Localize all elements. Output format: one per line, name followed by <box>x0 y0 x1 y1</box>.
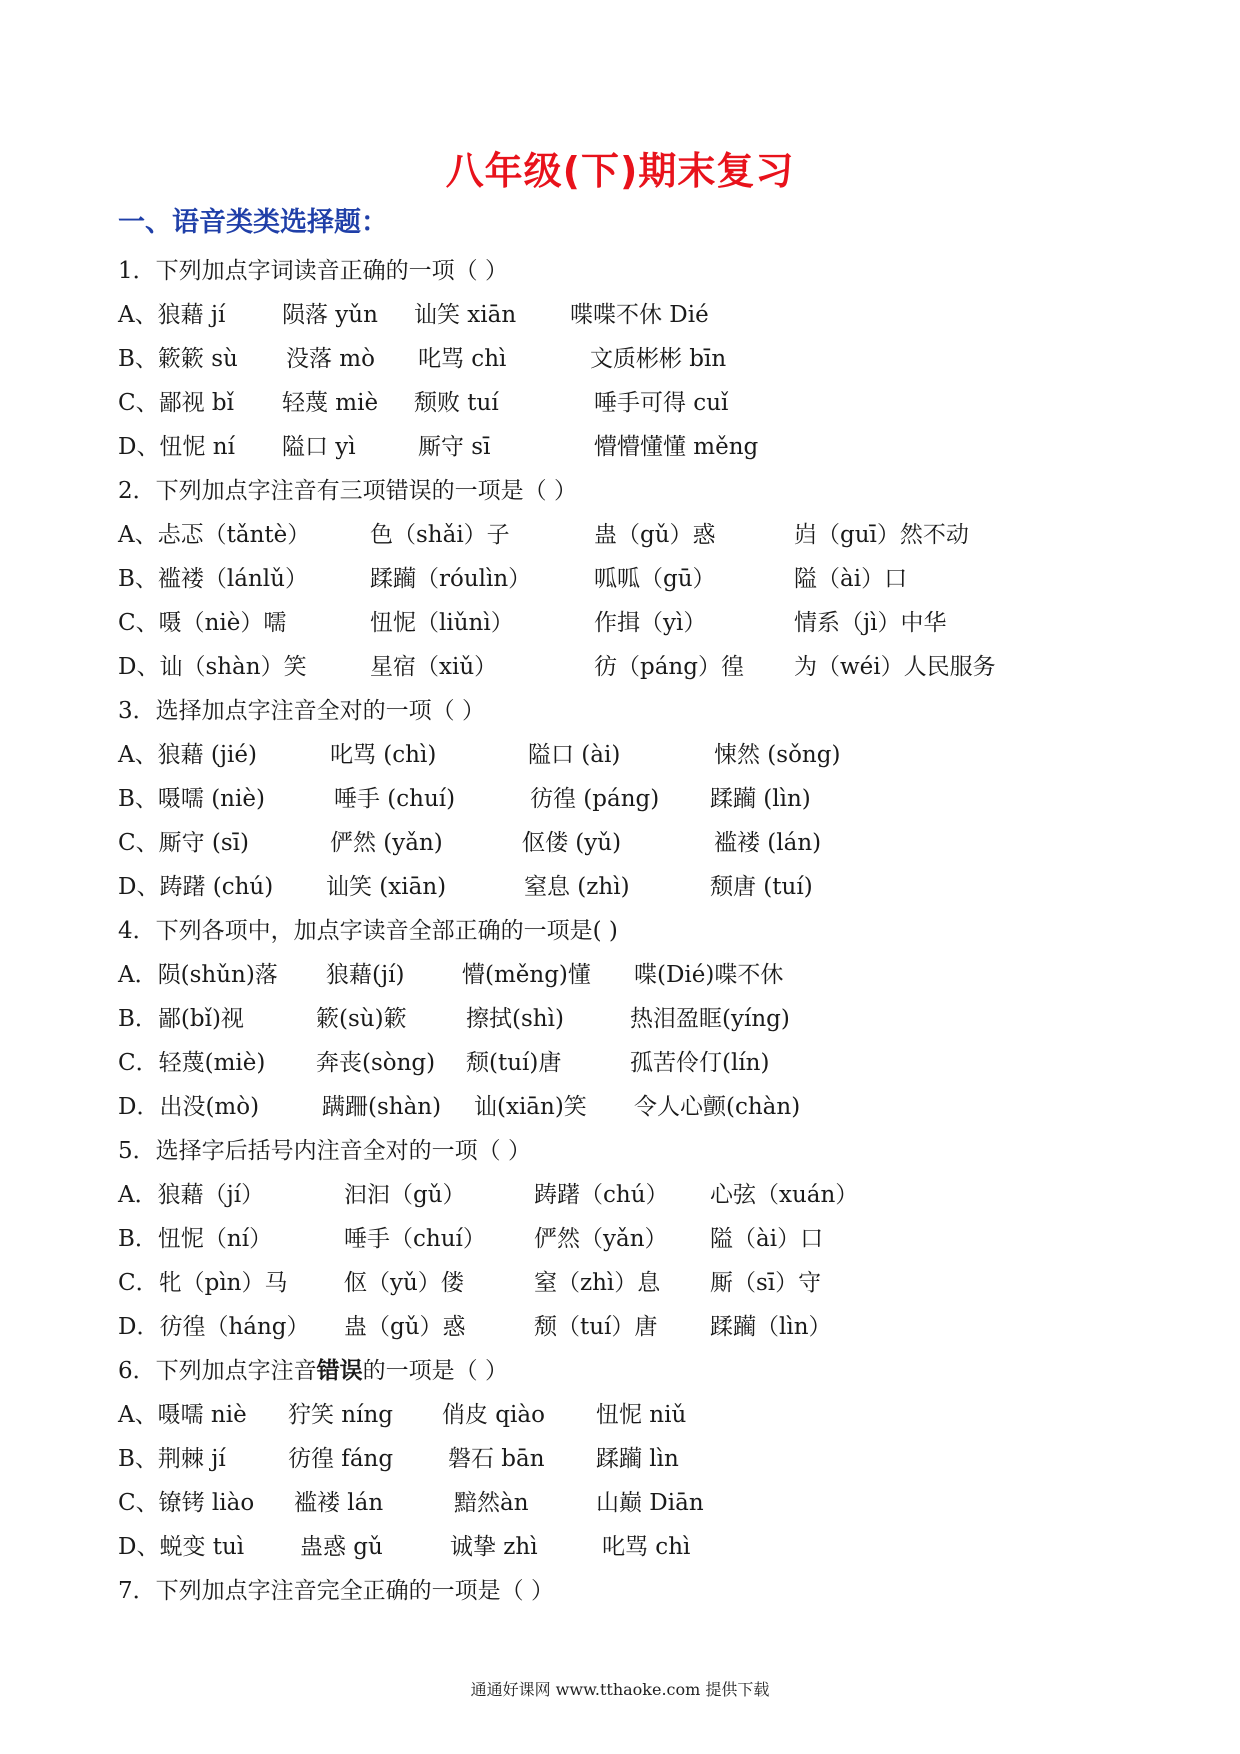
question-2-stem: 2．下列加点字注音有三项错误的一项是（ ） <box>118 478 577 504</box>
option-cell: 伛（yǔ）偻 <box>344 1270 464 1296</box>
question-1-stem: 1．下列加点字词读音正确的一项（ ） <box>118 258 508 284</box>
question-6-stem-pre: 6．下列加点字注音 <box>118 1358 317 1384</box>
option-cell: C、厮守 (sī) <box>118 830 250 856</box>
option-cell: 懵(měng)懂 <box>462 962 591 988</box>
option-cell: 作揖（yì） <box>594 610 707 636</box>
option-cell: A、狼藉 (jié) <box>118 742 257 768</box>
option-cell: B、褴褛（lánlǔ） <box>118 566 308 592</box>
option-cell: 磐石 bān <box>448 1446 545 1472</box>
option-cell: 山巅 Diān <box>596 1490 704 1516</box>
option-cell: 蛊（gǔ）惑 <box>344 1314 466 1340</box>
option-cell: D、蜕变 tuì <box>118 1534 245 1560</box>
option-cell: 叱骂 chì <box>418 346 507 372</box>
option-cell: 喋喋不休 Dié <box>570 302 709 328</box>
option-cell: 讪笑 (xiān) <box>326 874 447 900</box>
option-cell: D、讪（shàn）笑 <box>118 654 307 680</box>
option-cell: 唾手 (chuí) <box>334 786 456 812</box>
page-footer: 通通好课网 www.tthaoke.com 提供下载 <box>470 1680 770 1699</box>
option-cell: D、忸怩 ní <box>118 434 235 460</box>
option-cell: C．牝（pìn）马 <box>118 1270 288 1296</box>
option-cell: 彷（páng）徨 <box>594 654 744 680</box>
option-cell: 蹂躏（lìn） <box>710 1314 832 1340</box>
option-cell: 黯然àn <box>454 1490 529 1516</box>
option-cell: A、嗫嚅 niè <box>118 1402 247 1428</box>
option-cell: 唾手可得 cuǐ <box>594 390 729 416</box>
option-cell: B、嗫嚅 (niè) <box>118 786 265 812</box>
option-cell: 悚然 (sǒng) <box>714 742 841 768</box>
option-cell: 褴褛 lán <box>294 1490 384 1516</box>
option-cell: 星宿（xiǔ） <box>370 654 498 680</box>
option-cell: 蛊（gǔ）惑 <box>594 522 716 548</box>
option-cell: 唾手（chuí） <box>344 1226 486 1252</box>
option-cell: 蹂躏（róulìn） <box>370 566 532 592</box>
option-cell: 颓(tuí)唐 <box>466 1050 562 1076</box>
option-cell: 叱骂 (chì) <box>330 742 437 768</box>
option-cell: 孤苦伶仃(lín) <box>630 1050 770 1076</box>
question-6-stem-post: 的一项是（ ） <box>362 1358 508 1384</box>
option-cell: C、嗫（niè）嚅 <box>118 610 287 636</box>
option-cell: 俏皮 qiào <box>442 1402 545 1428</box>
option-cell: 隘（ài）口 <box>710 1226 824 1252</box>
option-cell: 懵懵懂懂 měng <box>594 434 759 460</box>
option-cell: 踌躇（chú） <box>534 1182 669 1208</box>
option-cell: 呱呱（gū） <box>594 566 716 592</box>
option-cell: 俨然（yǎn） <box>534 1226 668 1252</box>
option-cell: 文质彬彬 bīn <box>590 346 727 372</box>
option-cell: 窒息 (zhì) <box>524 874 630 900</box>
option-cell: 诚挚 zhì <box>450 1534 538 1560</box>
option-cell: D、踌躇 (chú) <box>118 874 274 900</box>
option-cell: C、镣铐 liào <box>118 1490 255 1516</box>
option-cell: 颓（tuí）唐 <box>534 1314 658 1340</box>
option-cell: A．陨(shǔn)落 <box>118 962 278 988</box>
option-cell: B．忸怩（ní） <box>118 1226 273 1252</box>
option-cell: 汩汩（gǔ） <box>344 1182 466 1208</box>
option-cell: 情系（jì）中华 <box>794 610 947 636</box>
option-cell: C、鄙视 bǐ <box>118 390 234 416</box>
option-cell: 蹂躏 (lìn) <box>710 786 811 812</box>
question-3-stem: 3．选择加点字注音全对的一项（ ） <box>118 698 485 724</box>
option-cell: 褴褛 (lán) <box>714 830 822 856</box>
option-cell: D．出没(mò) <box>118 1094 260 1120</box>
option-cell: 忸怩（liǔnì） <box>370 610 514 636</box>
option-cell: 为（wéi）人民服务 <box>794 654 996 680</box>
option-cell: 彷徨 fáng <box>288 1446 394 1472</box>
option-cell: D．彷徨（háng） <box>118 1314 310 1340</box>
option-cell: 没落 mò <box>286 346 375 372</box>
option-cell: 狼藉(jí) <box>326 962 405 988</box>
option-cell: 簌(sù)簌 <box>316 1006 407 1032</box>
question-4-stem: 4．下列各项中，加点字读音全部正确的一项是( ) <box>118 918 618 944</box>
option-cell: 喋(Dié)喋不休 <box>634 962 784 988</box>
question-5-stem: 5．选择字后括号内注音全对的一项（ ） <box>118 1138 531 1164</box>
option-cell: 蹂躏 lìn <box>596 1446 679 1472</box>
option-cell: 擦拭(shì) <box>466 1006 564 1032</box>
option-cell: 奔丧(sòng) <box>316 1050 436 1076</box>
option-cell: 蹒跚(shàn) <box>322 1094 442 1120</box>
page-title: 八年级(下)期末复习 <box>445 149 795 193</box>
option-cell: 令人心颤(chàn) <box>634 1094 801 1120</box>
option-cell: 蛊惑 gǔ <box>300 1534 383 1560</box>
option-cell: 隘（ài）口 <box>794 566 908 592</box>
option-cell: 热泪盈眶(yíng) <box>630 1006 790 1032</box>
option-cell: 心弦（xuán） <box>710 1182 859 1208</box>
option-cell: 轻蔑 miè <box>282 390 379 416</box>
option-cell: 俨然 (yǎn) <box>330 830 443 856</box>
option-cell: 彷徨 (páng) <box>530 786 660 812</box>
option-cell: 色（shǎi）子 <box>370 522 510 548</box>
section-heading: 一、语音类类选择题： <box>118 207 388 238</box>
option-cell: 讪笑 xiān <box>414 302 517 328</box>
option-cell: B、荆棘 jí <box>118 1446 226 1472</box>
option-cell: A、忐忑（tǎntè） <box>118 522 311 548</box>
option-cell: A．狼藉（jí） <box>118 1182 265 1208</box>
option-cell: A、狼藉 jí <box>118 302 226 328</box>
option-cell: 窒（zhì）息 <box>534 1270 661 1296</box>
option-cell: B、簌簌 sù <box>118 346 238 372</box>
option-cell: 陨落 yǔn <box>282 302 378 328</box>
option-cell: 隘口 yì <box>282 434 356 460</box>
option-cell: 讪(xiān)笑 <box>474 1094 587 1120</box>
option-cell: 忸怩 niǔ <box>596 1402 687 1428</box>
option-cell: C．轻蔑(miè) <box>118 1050 266 1076</box>
option-cell: 伛偻 (yǔ) <box>522 830 622 856</box>
question-6-stem-emphasis: 错误 <box>316 1357 363 1384</box>
option-cell: 颓唐 (tuí) <box>710 874 813 900</box>
option-cell: 厮守 sī <box>418 434 491 460</box>
option-cell: 颓败 tuí <box>414 390 499 416</box>
option-cell: 隘口 (ài) <box>528 742 621 768</box>
option-cell: B．鄙(bǐ)视 <box>118 1006 244 1032</box>
option-cell: 岿（guī）然不动 <box>794 522 969 548</box>
option-cell: 狞笑 níng <box>288 1402 394 1428</box>
question-7-stem: 7．下列加点字注音完全正确的一项是（ ） <box>118 1578 554 1604</box>
question-6-stem <box>118 1352 508 1392</box>
option-cell: 厮（sī）守 <box>710 1270 822 1296</box>
option-cell: 叱骂 chì <box>602 1534 691 1560</box>
